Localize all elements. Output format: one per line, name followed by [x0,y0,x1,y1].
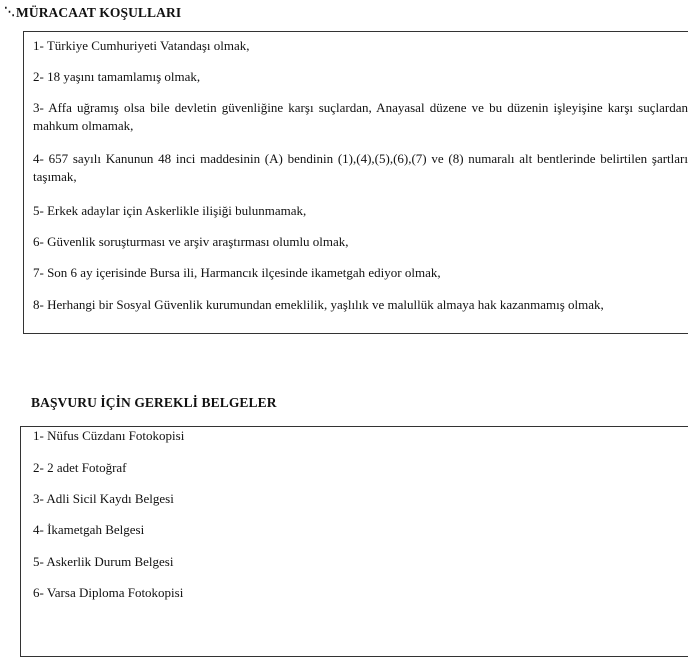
document-item-3: 3- Adli Sicil Kaydı Belgesi [33,491,174,506]
document-item-1: 1- Nüfus Cüzdanı Fotokopisi [33,428,185,443]
condition-item-4: 4- 657 sayılı Kanunun 48 inci maddesinin (A) bendinin (1),(4),(5),(6),(7) ve (8) numaralı alt bentlerinde belirtilen şartları taşımak, [33,151,688,184]
documents-box [20,426,688,657]
document-item-5: 5- Askerlik Durum Belgesi [33,554,174,569]
condition-item-8: 8- Herhangi bir Sosyal Güvenlik kurumundan emeklilik, yaşlılık ve malullük almaya hak kazanmamış olmak, [33,297,604,312]
document-item-4: 4- İkametgah Belgesi [33,522,145,537]
condition-item-2: 2- 18 yaşını tamamlamış olmak, [33,69,201,84]
condition-item-5: 5- Erkek adaylar için Askerlikle ilişiği bulunmamak, [33,203,307,218]
document-item-2: 2- 2 adet Fotoğraf [33,460,127,475]
condition-item-1: 1- Türkiye Cumhuriyeti Vatandaşı olmak, [33,38,250,53]
conditions-box [23,31,688,334]
documents-title: BAŞVURU İÇİN GEREKLİ BELGELER [31,395,277,410]
condition-item-6: 6- Güvenlik soruşturması ve arşiv araştırması olumlu olmak, [33,234,349,249]
bullet-mark-icon: ⋱ [4,6,15,18]
condition-item-3: 3- Affa uğramış olsa bile devletin güvenliğine karşı suçlardan, Anayasal düzene ve bu düzenin işleyişine karşı suçlardan mahkum olmamak, [33,100,688,133]
conditions-title: MÜRACAAT KOŞULLARI [16,5,182,20]
condition-item-7: 7- Son 6 ay içerisinde Bursa ili, Harmancık ilçesinde ikametgah ediyor olmak, [33,265,441,280]
document-item-6: 6- Varsa Diploma Fotokopisi [33,585,184,600]
